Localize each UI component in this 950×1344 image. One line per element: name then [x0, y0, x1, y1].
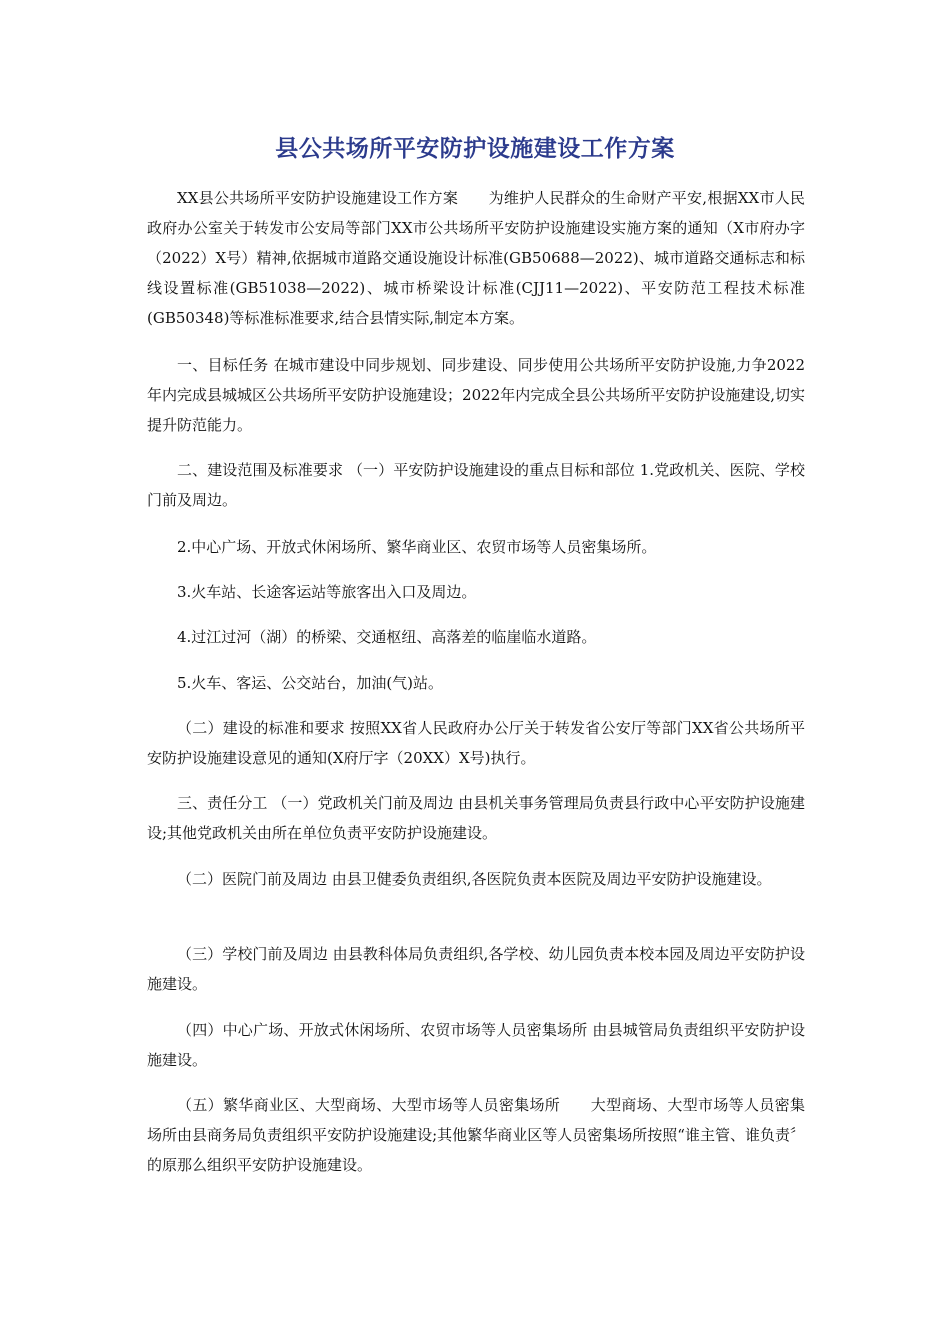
paragraph-schools: （三）学校门前及周边 由县教科体局负责组织,各学校、幼儿园负责本校本园及周边平安防护设施建设。 [147, 945, 805, 993]
paragraph-goals: 一、目标任务 在城市建设中同步规划、同步建设、同步使用公共场所平安防护设施,力争2022年内完成县城城区公共场所平安防护设施建设；2022年内完成全县公共场所平安防护设施建设,切实提升防范能力。 [147, 356, 805, 434]
paragraph-item-3: 3.火车站、长途客运站等旅客出入口及周边。 [177, 583, 477, 601]
document-title: 县公共场所平安防护设施建设工作方案 [275, 136, 675, 162]
paragraph-item-5: 5.火车、客运、公交站台，加油(气)站。 [177, 674, 444, 692]
paragraph-commercial: （五）繁华商业区、大型商场、大型市场等人员密集场所 大型商场、大型市场等人员密集场所由县商务局负责组织平安防护设施建设;其他繁华商业区等人员密集场所按照“谁主管、谁负责〞的原那么组织平安防护设施建设。 [147, 1096, 805, 1174]
paragraph-scope: 二、建设范围及标准要求 （一）平安防护设施建设的重点目标和部位 1.党政机关、医院、学校门前及周边。 [147, 461, 805, 509]
paragraph-item-2: 2.中心广场、开放式休闲场所、繁华商业区、农贸市场等人员密集场所。 [177, 538, 657, 556]
paragraph-plazas: （四）中心广场、开放式休闲场所、农贸市场等人员密集场所 由县城管局负责组织平安防护设施建设。 [147, 1021, 805, 1069]
paragraph-responsibility: 三、责任分工 （一）党政机关门前及周边 由县机关事务管理局负责县行政中心平安防护设施建设;其他党政机关由所在单位负责平安防护设施建设。 [147, 794, 805, 842]
paragraph-item-4: 4.过江过河（湖）的桥梁、交通枢纽、高落差的临崖临水道路。 [177, 628, 597, 646]
paragraph-standards: （二）建设的标准和要求 按照XX省人民政府办公厅关于转发省公安厅等部门XX省公共场所平安防护设施建设意见的通知(X府厅字（20XX）X号)执行。 [147, 719, 805, 767]
paragraph-hospitals: （二）医院门前及周边 由县卫健委负责组织,各医院负责本医院及周边平安防护设施建设。 [177, 870, 772, 888]
paragraph-intro: XX县公共场所平安防护设施建设工作方案 为维护人民群众的生命财产平安,根据XX市人民政府办公室关于转发市公安局等部门XX市公共场所平安防护设施建设实施方案的通知（X市府办字（2022）X号）精神,依据城市道路交通设施设计标准(GB50688—2022)、城市道路交通标志和标线设置标准(GB51038—2022)、城市桥梁设计标准(CJJ11—2022)、平安防范工程技术标准(GB50348)等标准标准要求,结合县情实际,制定本方案。 [147, 189, 805, 327]
